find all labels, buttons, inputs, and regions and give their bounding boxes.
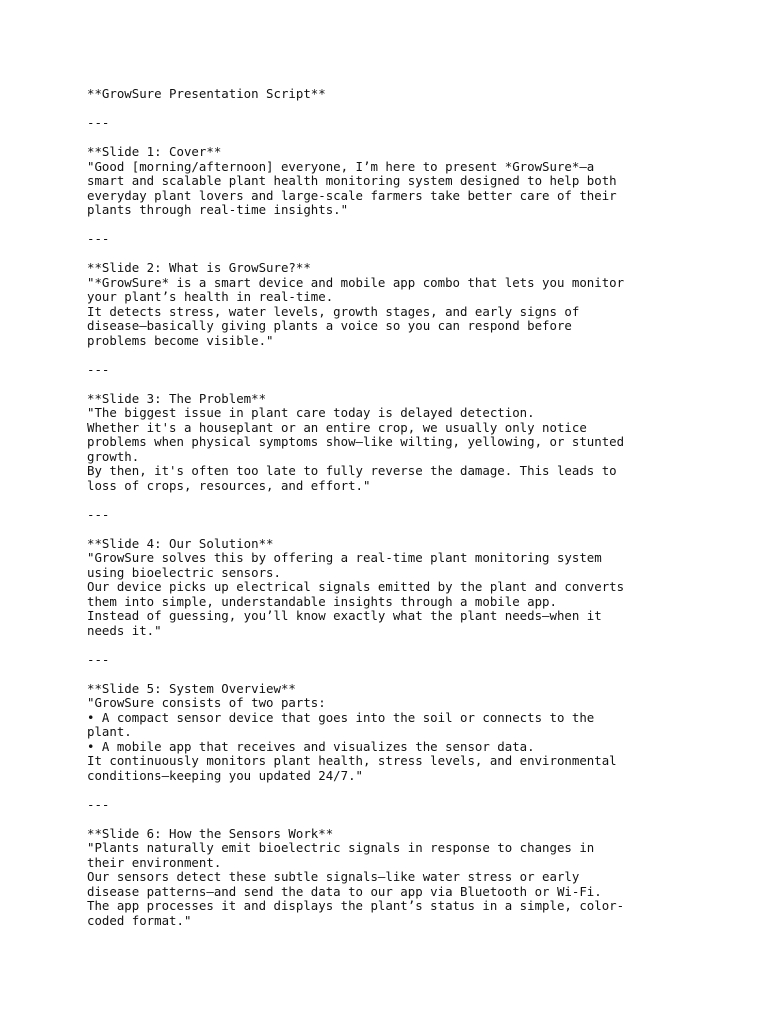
document-line: "Plants naturally emit bioelectric signals in response to changes in: [87, 840, 595, 855]
document-line: **Slide 1: Cover**: [87, 144, 222, 159]
document-line: [87, 131, 687, 146]
document-line: "The biggest issue in plant care today is delayed detection.: [87, 405, 535, 420]
document-line: conditions—keeping you updated 24/7.": [87, 767, 364, 783]
document-line: "*GrowSure* is a smart device and mobile app combo that lets you monitor: [87, 274, 625, 290]
document-line: • A mobile app that receives and visualizes the sensor data.: [87, 738, 535, 754]
document-line: plants through real-time insights.": [87, 202, 349, 217]
document-line: [87, 638, 687, 653]
document-line: smart and scalable plant health monitoring system designed to help both: [87, 173, 617, 188]
document-line: **Slide 6: How the Sensors Work**: [87, 825, 334, 841]
document-line: [87, 667, 687, 682]
document-line: disease—basically giving plants a voice so you can respond before: [87, 318, 572, 333]
document-line: them into simple, understandable insights through a mobile app.: [87, 593, 557, 609]
document-line: **Slide 5: System Overview**: [87, 680, 296, 696]
document-line: • A compact sensor device that goes into the soil or connects to the: [87, 709, 595, 725]
document-line: disease patterns—and send the data to our app via Bluetooth or Wi-Fi.: [87, 883, 602, 899]
document-line: needs it.": [87, 622, 162, 638]
document-line: their environment.: [87, 854, 222, 870]
document-line: [87, 348, 687, 363]
document-line: Our device picks up electrical signals emitted by the plant and converts: [87, 579, 625, 594]
document-line: [87, 247, 687, 262]
document-line: It continuously monitors plant health, stress levels, and environmental: [87, 753, 617, 768]
document-line: **GrowSure Presentation Script**: [87, 86, 326, 101]
document-line: **Slide 3: The Problem**: [87, 390, 267, 406]
document-line: [87, 377, 687, 392]
document-line: using bioelectric sensors.: [87, 564, 281, 580]
document-line: **Slide 2: What is GrowSure?**: [87, 260, 311, 275]
document-line: "Good [morning/afternoon] everyone, I’m here to present *GrowSure*—a: [87, 158, 595, 174]
document-line: Instead of guessing, you’ll know exactly what the plant needs—when it: [87, 608, 602, 623]
document-line: [87, 102, 687, 117]
document-line: ---: [87, 115, 110, 130]
document-line: growth.: [87, 448, 140, 464]
document-line: [87, 783, 687, 798]
document-line: [87, 218, 687, 233]
document-line: ---: [87, 651, 110, 667]
document-line: ---: [87, 361, 110, 377]
document-line: Our sensors detect these subtle signals—like water stress or early: [87, 869, 580, 884]
document-line: your plant’s health in real-time.: [87, 289, 334, 304]
document-line: **Slide 4: Our Solution**: [87, 535, 274, 551]
document-line: everyday plant lovers and large-scale farmers take better care of their: [87, 187, 617, 203]
document-body: [87, 87, 687, 928]
document-line: ---: [87, 796, 110, 812]
document-line: The app processes it and displays the plant’s status in a simple, color-: [87, 898, 625, 913]
document-line: [87, 812, 687, 827]
document-line: problems become visible.": [87, 332, 274, 348]
document-line: "GrowSure consists of two parts:: [87, 695, 326, 710]
document-line: plant.: [87, 724, 132, 739]
document-line: It detects stress, water levels, growth stages, and early signs of: [87, 303, 580, 319]
document-line: problems when physical symptoms show—like wilting, yellowing, or stunted: [87, 434, 625, 449]
document-line: By then, it's often too late to fully reverse the damage. This leads to: [87, 463, 617, 478]
document-line: [87, 522, 687, 537]
document-line: [87, 493, 687, 508]
document-line: Whether it's a houseplant or an entire crop, we usually only notice: [87, 419, 587, 435]
document-line: ---: [87, 506, 110, 522]
document-line: "GrowSure solves this by offering a real-time plant monitoring system: [87, 550, 602, 565]
document-line: loss of crops, resources, and effort.": [87, 477, 371, 493]
document-line: coded format.": [87, 912, 192, 928]
document-line: ---: [87, 231, 110, 246]
